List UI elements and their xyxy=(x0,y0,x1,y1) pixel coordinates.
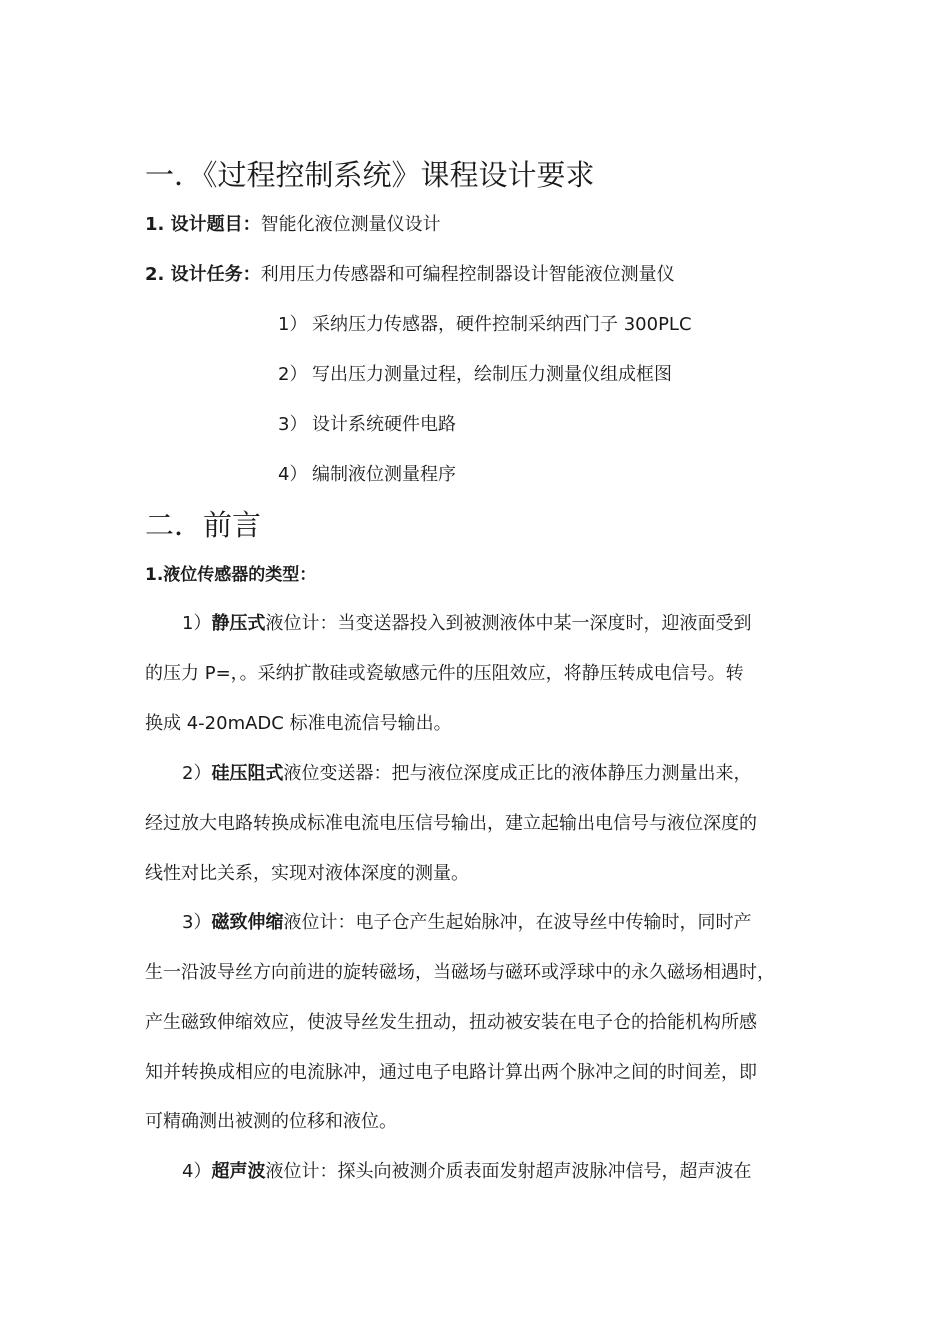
paragraph-number: 3） xyxy=(182,912,212,933)
design-topic-label: 1. 设计题目： xyxy=(145,214,261,235)
design-task-label: 2. 设计任务： xyxy=(145,264,261,285)
sensor-type-name: 硅压阻式 xyxy=(211,763,284,784)
paragraph-line: 可精确测出被测的位移和液位。 xyxy=(145,1111,397,1132)
section-heading: 二．前言 xyxy=(145,508,262,542)
task-item-text: 设计系统硬件电路 xyxy=(312,414,456,435)
sensor-type-name: 静压式 xyxy=(211,613,266,634)
design-topic-value: 智能化液位测量仪设计 xyxy=(260,214,441,235)
task-item-number: 3） xyxy=(278,414,308,435)
paragraph-line: 产生磁致伸缩效应，使波导丝发生扭动，扭动被安装在电子仓的拾能机构所感 xyxy=(145,1012,757,1033)
paragraph-line xyxy=(145,612,862,636)
task-item xyxy=(278,413,456,437)
task-item-number: 1） xyxy=(278,314,308,335)
paragraph-line: 线性对比关系，实现对液体深度的测量。 xyxy=(145,863,469,884)
paragraph-text: 液位计：电子仓产生起始脉冲，在波导丝中传输时，同时产 xyxy=(283,912,752,933)
task-item xyxy=(278,363,672,387)
design-topic xyxy=(145,213,441,237)
paragraph-text: 液位计：当变送器投入到被测液体中某一深度时，迎液面受到 xyxy=(265,613,752,634)
paragraph-line: 生一沿波导丝方向前进的旋转磁场，当磁场与磁环或浮球中的永久磁场相遇时， xyxy=(145,962,775,983)
task-item-text: 编制液位测量程序 xyxy=(312,464,456,485)
design-task-value: 利用压力传感器和可编程控制器设计智能液位测量仪 xyxy=(260,264,675,285)
paragraph-text: 液位变送器：把与液位深度成正比的液体静压力测量出来， xyxy=(283,763,752,784)
paragraph-number: 1） xyxy=(182,613,212,634)
section-heading: 一．《过程控制系统》课程设计要求 xyxy=(145,158,595,192)
task-item-number: 2） xyxy=(278,364,308,385)
sensor-type-name: 超声波 xyxy=(211,1161,266,1182)
design-task xyxy=(145,263,675,287)
subsection-heading: 1.液位传感器的类型： xyxy=(145,565,317,585)
paragraph-number: 2） xyxy=(182,763,212,784)
paragraph-line xyxy=(145,762,862,786)
paragraph-line: 的压力 P=，。采纳扩散硅或瓷敏感元件的压阻效应，将静压转成电信号。转 xyxy=(145,663,744,684)
paragraph-line xyxy=(145,1160,862,1184)
paragraph-text: 液位计：探头向被测介质表面发射超声波脉冲信号，超声波在 xyxy=(265,1161,752,1182)
task-item-text: 写出压力测量过程，绘制压力测量仪组成框图 xyxy=(312,364,672,385)
task-item-number: 4） xyxy=(278,464,308,485)
paragraph-line: 知并转换成相应的电流脉冲，通过电子电路计算出两个脉冲之间的时间差，即 xyxy=(145,1062,757,1083)
paragraph-number: 4） xyxy=(182,1161,212,1182)
task-item xyxy=(278,463,456,487)
paragraph-line: 换成 4-20mADC 标准电流信号输出。 xyxy=(145,713,452,734)
paragraph-line: 经过放大电路转换成标准电流电压信号输出，建立起输出电信号与液位深度的 xyxy=(145,813,757,834)
task-item-text: 采纳压力传感器，硬件控制采纳西门子 300PLC xyxy=(312,314,692,335)
task-item xyxy=(278,313,692,337)
paragraph-line xyxy=(145,911,862,935)
sensor-type-name: 磁致伸缩 xyxy=(211,912,284,933)
